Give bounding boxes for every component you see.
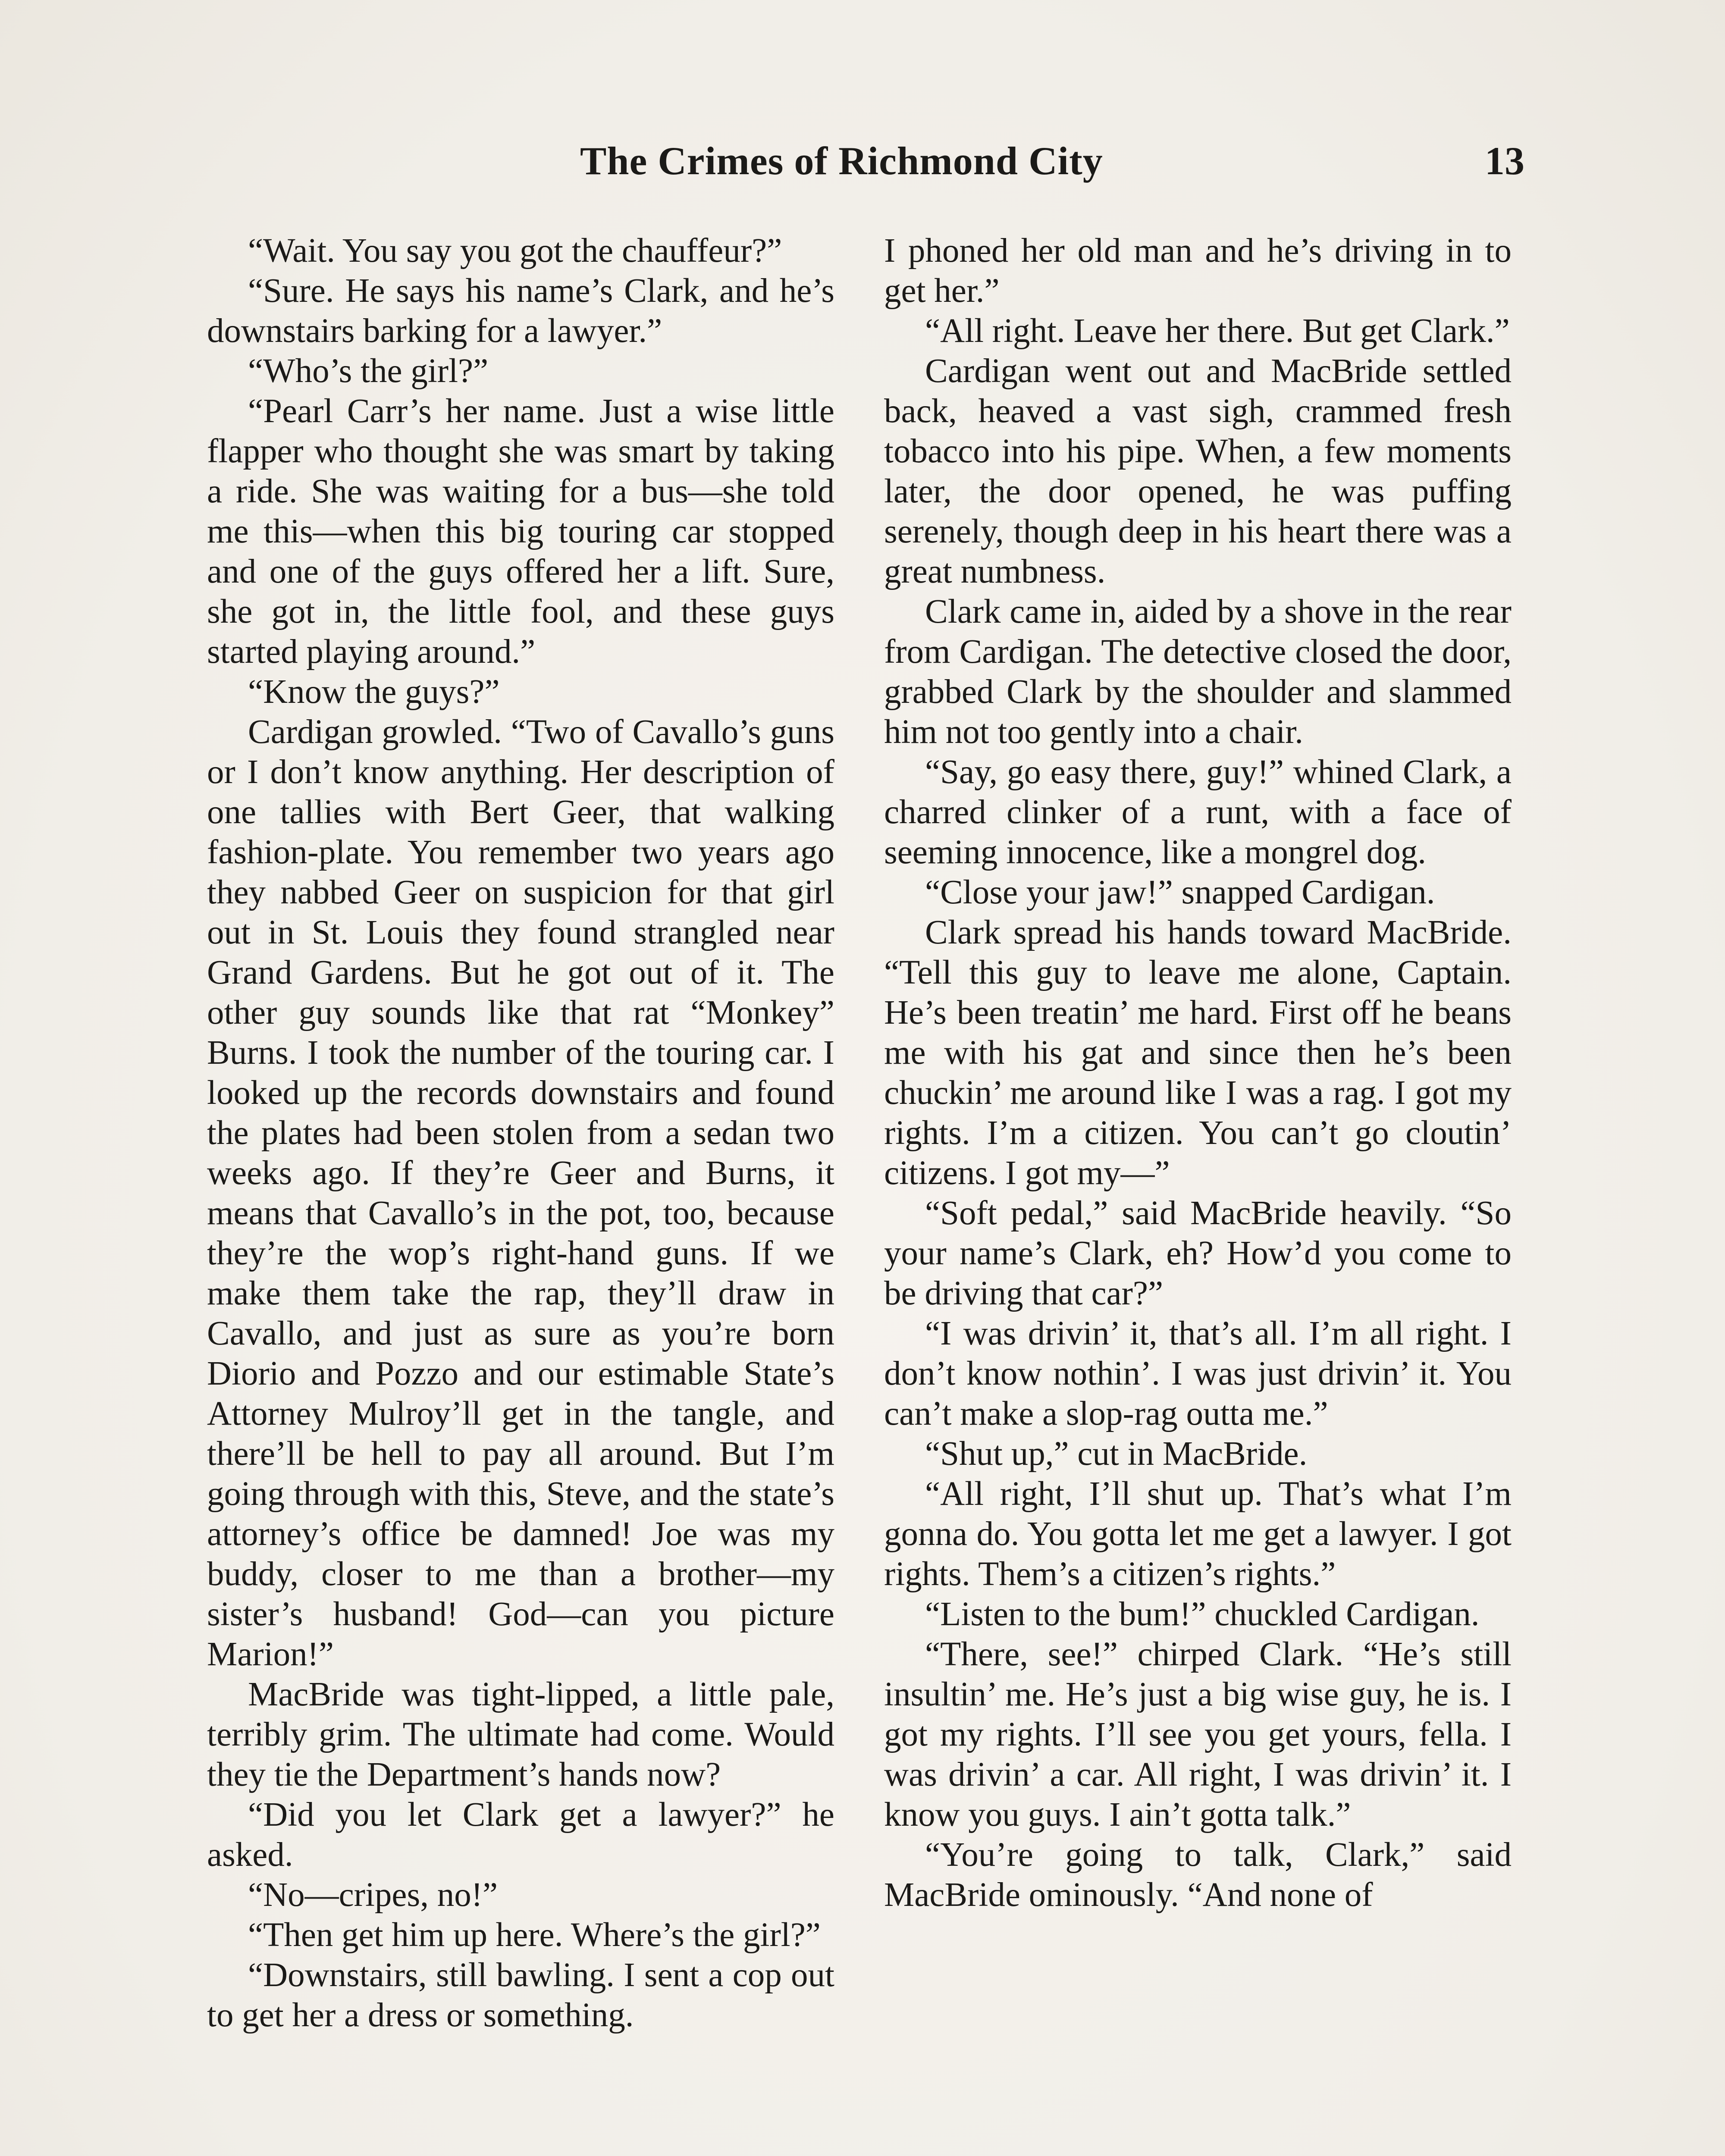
paragraph: “Say, go easy there, guy!” whined Clark, a charred clinker of a runt, with a face of seeming innocence, like a mongrel dog.: [884, 753, 1512, 871]
paragraph: “Wait. You say you got the chauffeur?”: [248, 232, 782, 270]
running-title: The Crimes of Richmond City: [580, 139, 1103, 183]
paragraph: “There, see!” chirped Clark. “He’s still insultin’ me. He’s just a big wise guy, he is. I got my rights. I’ll see you get yours, fella. I was drivin’ a car. All right, I was drivin’ it. I know you guys. I ain’t gotta talk.”: [884, 1636, 1512, 1833]
paragraph: “Downstairs, still bawling. I sent a cop out to get her a dress or something.: [207, 1956, 834, 2034]
paragraph: “Who’s the girl?”: [248, 352, 489, 390]
paragraph: MacBride was tight-lipped, a little pale, terribly grim. The ultimate had come. Would they tie the Department’s hands now?: [207, 1676, 834, 1793]
paragraph: “Soft pedal,” said MacBride heavily. “So your name’s Clark, eh? How’d you come to be driving that car?”: [884, 1194, 1512, 1312]
paragraph: “Then get him up here. Where’s the girl?”: [248, 1916, 821, 1954]
paragraph: Cardigan went out and MacBride settled back, heaved a vast sigh, crammed fresh tobacco into his pipe. When, a few moments later, the door opened, he was puffing serenely, though deep in his heart there was a great numbness.: [884, 352, 1512, 590]
left-column: [207, 231, 834, 2035]
paragraph: “All right. Leave her there. But get Clark.”: [925, 312, 1510, 350]
paragraph: “Know the guys?”: [248, 673, 500, 711]
paragraph: “Sure. He says his name’s Clark, and he’s downstairs barking for a lawyer.”: [207, 272, 834, 350]
paragraph: “I was drivin’ it, that’s all. I’m all right. I don’t know nothin’. I was just drivin’ it. You can’t make a slop-rag outta me.”: [884, 1315, 1512, 1432]
paragraph: “No—cripes, no!”: [248, 1876, 498, 1914]
paragraph: “Shut up,” cut in MacBride.: [925, 1435, 1308, 1473]
paragraph: “Close your jaw!” snapped Cardigan.: [925, 874, 1435, 911]
running-header: [205, 138, 1524, 198]
paragraph: “You’re going to talk, Clark,” said MacBride ominously. “And none of: [884, 1836, 1512, 1914]
right-column: [884, 231, 1512, 1915]
paragraph: “Did you let Clark get a lawyer?” he asked.: [207, 1796, 834, 1874]
paragraph: Cardigan growled. “Two of Cavallo’s guns or I don’t know anything. Her description of one tallies with Bert Geer, that walking fashion-plate. You remember two years ago they nabbed Geer on suspicion for that girl out in St. Louis they found strangled near Grand Gardens. But he got out of it. The other guy sounds like that rat “Monkey” Burns. I took the number of the touring car. I looked up the records downstairs and found the plates had been stolen from a sedan two weeks ago. If they’re Geer and Burns, it means that Cavallo’s in the pot, too, because they’re the wop’s right-hand guns. If we make them take the rap, they’ll draw in Cavallo, and just as sure as you’re born Diorio and Pozzo and our estimable State’s Attorney Mulroy’ll get in the tangle, and there’ll be hell to pay all around. But I’m going through with this, Steve, and the state’s attorney’s office be damned! Joe was my buddy, closer to me than a brother—my sister’s husband! God—can you picture Marion!”: [207, 713, 834, 1673]
paragraph: Clark came in, aided by a shove in the rear from Cardigan. The detective closed the door, grabbed Clark by the shoulder and slammed him not too gently into a chair.: [884, 593, 1512, 751]
paragraph: Clark spread his hands toward MacBride. “Tell this guy to leave me alone, Captain. He’s been treatin’ me hard. First off he beans me with his gat and since then he’s been chuckin’ me around like I was a rag. I got my rights. I’m a citizen. You can’t go cloutin’ citizens. I got my—”: [884, 914, 1512, 1192]
page-number: 13: [1485, 139, 1524, 183]
paragraph: “Listen to the bum!” chuckled Cardigan.: [925, 1595, 1480, 1633]
paragraph: “All right, I’ll shut up. That’s what I’m gonna do. You gotta let me get a lawyer. I got rights. Them’s a citizen’s rights.”: [884, 1475, 1512, 1593]
paragraph: “Pearl Carr’s her name. Just a wise little flapper who thought she was smart by taking a ride. She was waiting for a bus—she told me this—when this big touring car stopped and one of the guys offered her a lift. Sure, she got in, the little fool, and these guys started playing around.”: [207, 392, 834, 671]
paragraph-continuation: I phoned her old man and he’s driving in to get her.”: [884, 232, 1512, 310]
